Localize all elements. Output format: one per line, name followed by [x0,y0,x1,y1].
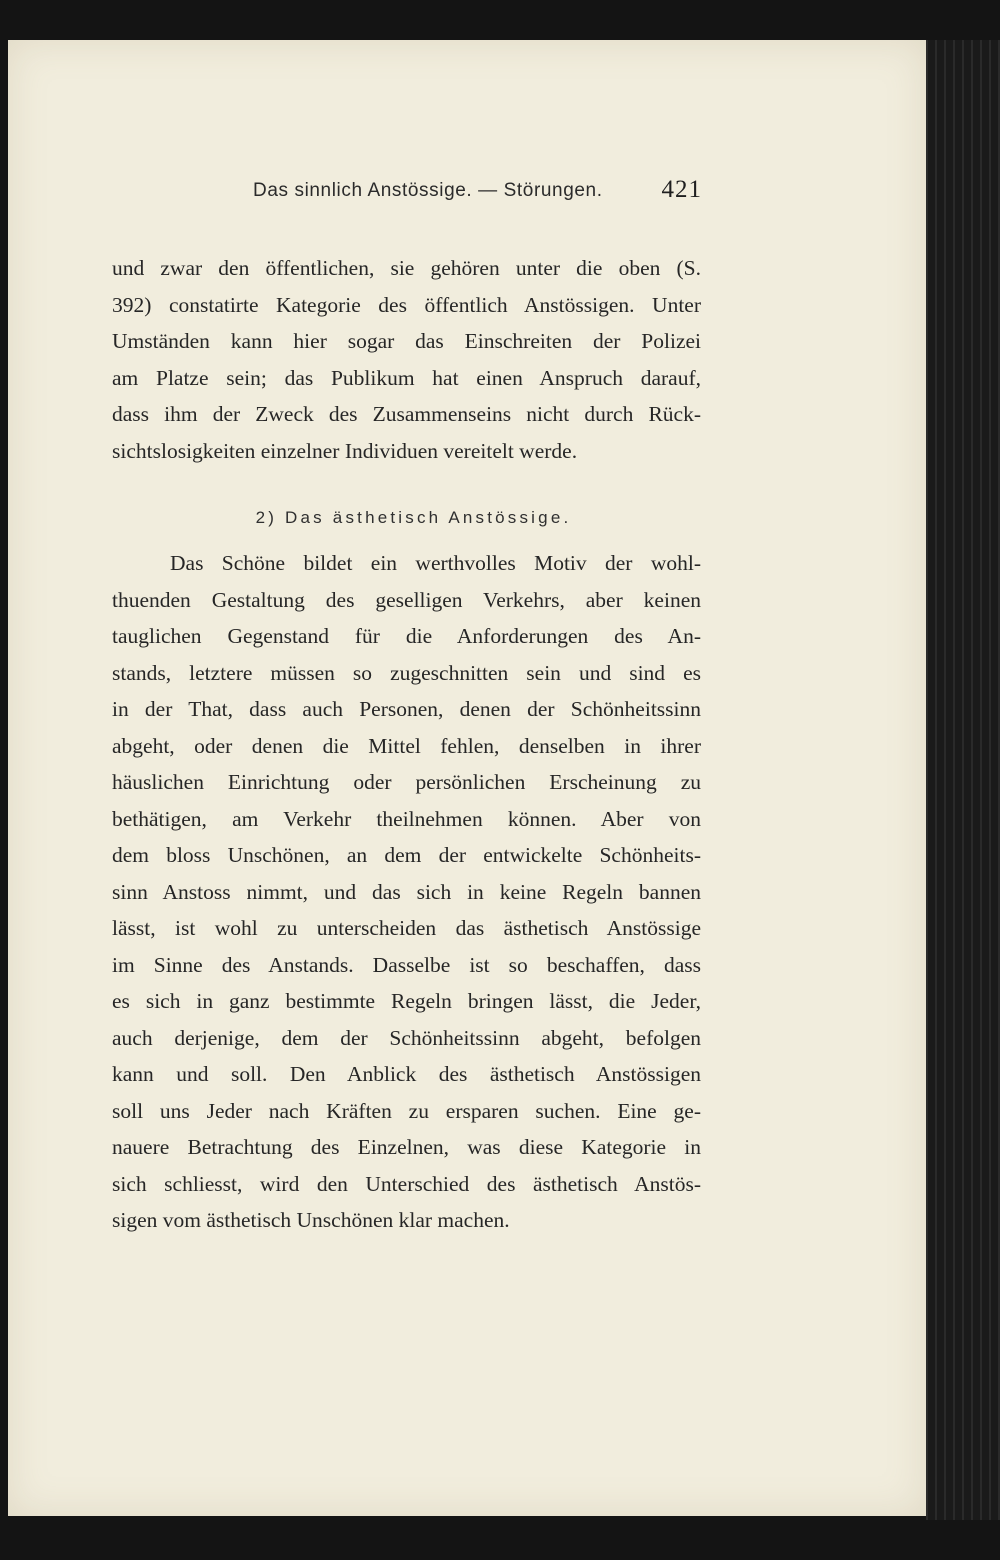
text-line: am Platze sein; das Publikum hat einen Anspruch darauf, [112,365,701,390]
running-head-title: Das sinnlich Anstössige. — Störungen. [253,180,603,201]
text-line: und zwar den öffentlichen, sie gehören unter die oben (S. [112,256,701,280]
text-line: Umständen kann hier sogar das Einschreiten der Polizei [112,329,701,353]
text-line: abgeht, oder denen die Mittel fehlen, denselben in ihrer [112,733,701,758]
text-line: sigen vom ästhetisch Unschönen klar machen. [112,1208,510,1232]
text-line: kann und soll. Den Anblick des ästhetisch Anstössigen [112,1062,701,1086]
text-line: 392) constatirte Kategorie des öffentlich Anstössigen. Unter [112,292,701,317]
text-line: im Sinne des Anstands. Dasselbe ist so beschaffen, dass [112,952,701,977]
text-line: auch derjenige, dem der Schönheitssinn abgeht, befolgen [112,1025,701,1050]
text-line: es sich in ganz bestimmte Regeln bringen lässt, die Jeder, [112,989,701,1013]
text-line: häuslichen Einrichtung oder persönlichen Erscheinung zu [112,770,701,794]
running-head [120,176,702,216]
text-line: bethätigen, am Verkehr theilnehmen können. Aber von [112,806,701,831]
text-line: Das Schöne bildet ein werthvolles Motiv der wohl- [170,551,701,575]
text-line: tauglichen Gegenstand für die Anforderungen des An- [112,624,701,648]
page-number: 421 [661,176,702,203]
book-edge [926,40,1000,1520]
text-line: sich schliesst, wird den Unterschied des ästhetisch Anstös- [112,1171,701,1196]
text-line: nauere Betrachtung des Einzelnen, was diese Kategorie in [112,1135,701,1159]
text-line: stands, letztere müssen so zugeschnitten sein und sind es [112,660,701,685]
paragraph-aesthetic [112,545,701,1239]
text-line: dem bloss Unschönen, an dem der entwickelte Schönheits- [112,843,701,867]
text-line: in der That, dass auch Personen, denen der Schönheitssinn [112,697,701,721]
paragraph-continuation [112,250,701,469]
text-line: dass ihm der Zweck des Zusammenseins nicht durch Rück- [112,402,701,426]
text-line: lässt, ist wohl zu unterscheiden das ästhetisch Anstössige [112,916,701,940]
text-line: sichtslosigkeiten einzelner Individuen vereitelt werde. [112,438,578,463]
text-line: thuenden Gestaltung des geselligen Verkehrs, aber keinen [112,587,701,612]
section-heading: 2) Das ästhetisch Anstössige. [255,508,572,527]
text-line: soll uns Jeder nach Kräften zu ersparen suchen. Eine ge- [112,1098,701,1123]
text-line: sinn Anstoss nimmt, und das sich in keine Regeln bannen [112,879,701,904]
